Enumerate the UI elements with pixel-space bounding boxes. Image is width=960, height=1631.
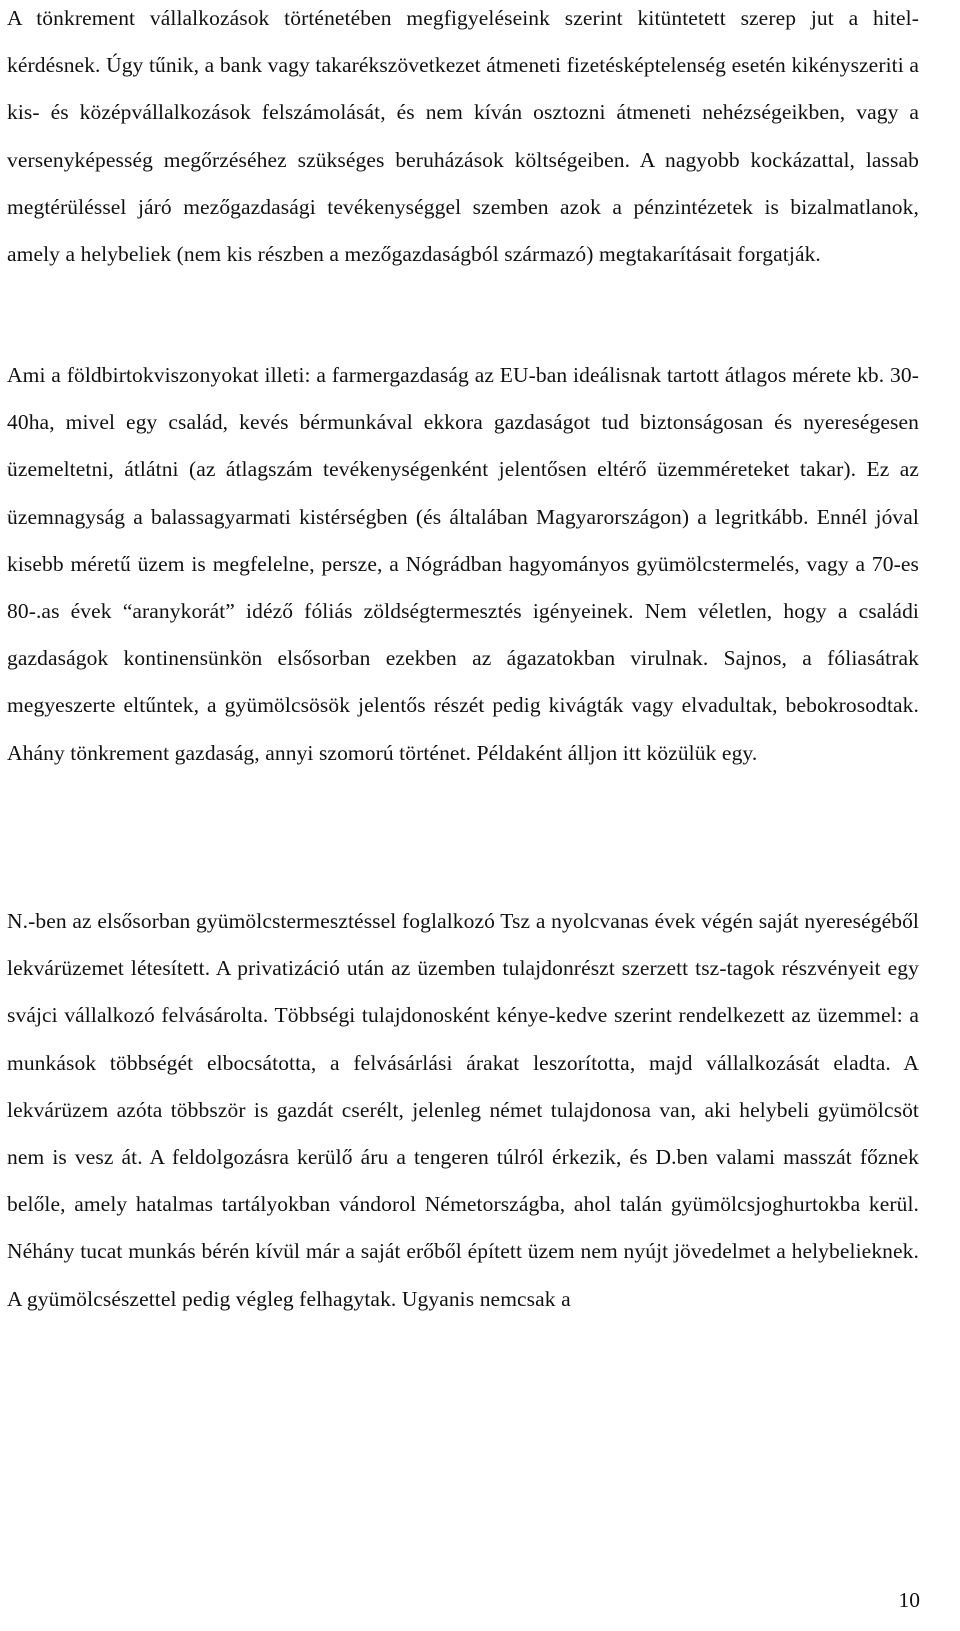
- paragraph-land-ownership: Ami a földbirtokviszonyokat illeti: a farmergazdaság az EU-ban ideálisnak tartott átlagos mérete kb. 30-40ha, mivel egy család, kevés bérmunkával ekkora gazdaságot tud biztonságosan és nyereségesen üzemeltetni, átlátni (az átlagszám tevékenységenként jelentősen eltérő üzemméreteket takar). Ez az üzemnagyság a balassagyarmati kistérségben (és általában Magyarországon) a legritkább. Ennél jóval kisebb méretű üzem is megfelelne, persze, a Nógrádban hagyományos gyümölcstermelés, vagy a 70-es 80-.as évek “aranykorát” idéző fóliás zöldségtermesztés igényeinek. Nem véletlen, hogy a családi gazdaságok kontinensünkön elsősorban ezekben az ágazatokban virulnak. Sajnos, a fóliasátrak megyeszerte eltűntek, a gyümölcsösök jelentős részét pedig kivágták vagy elvadultak, bebokrosodtak. Ahány tönkrement gazdaság, annyi szomorú történet. Példaként álljon itt közülük egy.: [7, 363, 919, 765]
- paragraph-jam-factory-story: N.-ben az elsősorban gyümölcstermesztéssel foglalkozó Tsz a nyolcvanas évek végén saját nyereségéből lekvárüzemet létesített. A privatizáció után az üzemben tulajdonrészt szerzett tsz-tagok részvényeit egy svájci vállalkozó felvásárolta. Többségi tulajdonosként kénye-kedve szerint rendelkezett az üzemmel: a munkások többségét elbocsátotta, a felvásárlási árakat leszorította, majd vállalkozását eladta. A lekvárüzem azóta többször is gazdát cserélt, jelenleg német tulajdonosa van, aki helybeli gyümölcsöt nem is vesz át. A feldolgozásra kerülő áru a tengeren túlról érkezik, és D.ben valami masszát főznek belőle, amely hatalmas tartályokban vándorol Németországba, ahol talán gyümölcsjoghurtokba kerül. Néhány tucat munkás bérén kívül már a saját erőből épített üzem nem nyújt jövedelmet a helybelieknek. A gyümölcsészettel pedig végleg felhagytak. Ugyanis nemcsak a: [7, 909, 919, 1311]
- paragraph-credit-issue: A tönkrement vállalkozások történetében megfigyeléseink szerint kitüntetett szerep jut a hitel-kérdésnek. Úgy tűnik, a bank vagy takarékszövetkezet átmeneti fizetésképtelenség esetén kikényszeriti a kis- és középvállalkozások felszámolását, és nem kíván osztozni átmeneti nehézségeikben, vagy a versenyképesség megőrzéséhez szükséges beruházások költségeiben. A nagyobb kockázattal, lassab megtérüléssel járó mezőgazdasági tevékenységgel szemben azok a pénzintézetek is bizalmatlanok, amely a helybeliek (nem kis részben a mezőgazdaságból származó) megtakarításait forgatják.: [7, 6, 919, 267]
- page-number: 10: [898, 1588, 920, 1612]
